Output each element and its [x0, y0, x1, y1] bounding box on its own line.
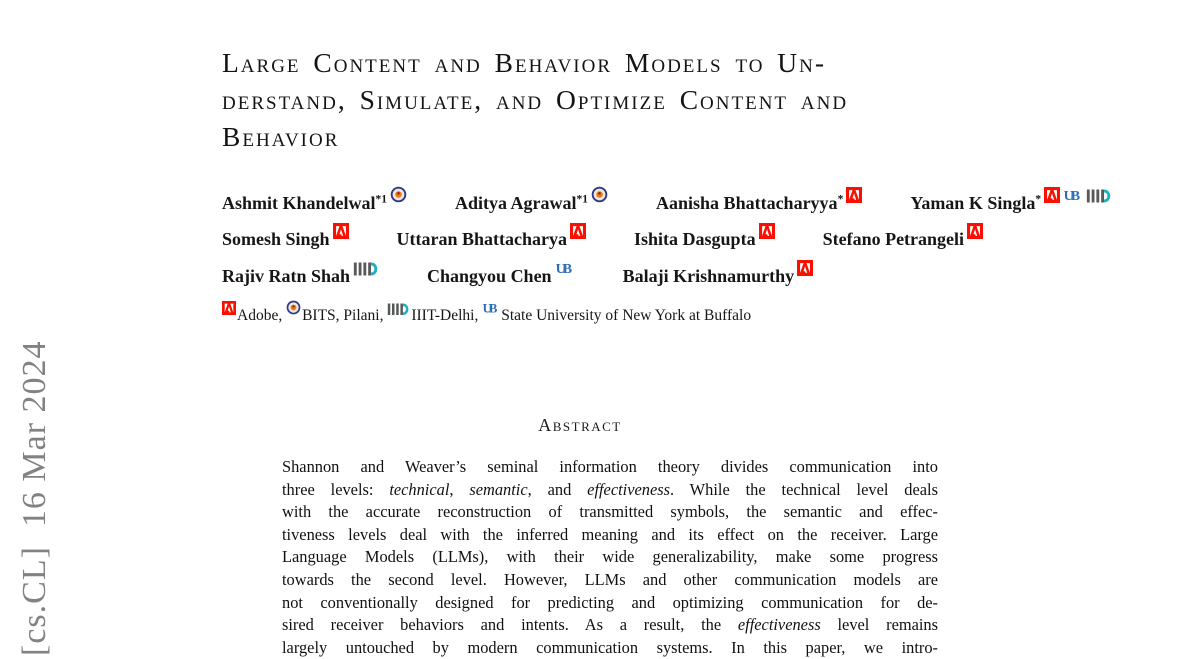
author [222, 223, 349, 250]
abstract-line: Shannon and Weaver’s seminal information theory divides communication into [282, 457, 938, 476]
iiitd-logo-icon [353, 262, 379, 287]
adobe-logo-icon [222, 301, 236, 325]
ub-logo-icon [482, 301, 500, 326]
paper-title-line-2: derstand, Simulate, and Optimize Content and [222, 84, 849, 115]
abstract-heading: Abstract [538, 415, 622, 435]
author [455, 186, 608, 214]
abstract-line: three levels: technical, semantic, and effectiveness. While the technical level deals [282, 479, 938, 499]
ub-logo-icon [1063, 187, 1083, 214]
paper-title-line-3: Behavior [222, 121, 340, 152]
iiitd-logo-icon [1086, 189, 1112, 214]
affiliation-text: BITS, Pilani, [302, 307, 388, 324]
author [397, 223, 586, 250]
bits-logo-icon [286, 300, 301, 325]
author-name: Somesh Singh [222, 229, 330, 249]
iiitd-logo-icon [387, 303, 410, 326]
author [623, 260, 814, 287]
author-name: Changyou Chen [427, 266, 552, 286]
affiliation-text: State University of New York at Buffalo [501, 307, 752, 324]
author [656, 187, 862, 214]
abstract-line: towards the second level. However, LLMs and other communication models are [282, 569, 938, 589]
author-superscript: *1 [375, 193, 388, 206]
author [222, 186, 407, 214]
abstract-line: tiveness levels deal with the inferred meaning and its effect on the receiver. Large [282, 524, 938, 544]
author-name: Rajiv Ratn Shah [222, 266, 351, 286]
author-superscript: * [837, 193, 844, 206]
author-superscript: *1 [576, 193, 589, 206]
adobe-logo-icon [846, 187, 862, 214]
author-name: Aditya Agrawal [455, 193, 577, 213]
author-name: Ashmit Khandelwal [222, 193, 376, 213]
author-line [222, 223, 1112, 260]
author [634, 223, 775, 250]
author-line [222, 186, 1112, 223]
author-line [222, 260, 1112, 297]
affiliation-text: Adobe, [237, 307, 287, 324]
author [910, 187, 1112, 214]
author-name: Aanisha Bhattacharyya [656, 193, 838, 213]
author-name: Uttaran Bhattacharya [396, 229, 568, 249]
author-name: Stefano Petrangeli [822, 229, 965, 249]
abstract-line: largely untouched by modern communication systems. In this paper, we intro- [282, 637, 938, 657]
adobe-logo-icon [797, 260, 813, 287]
abstract-line: sired receiver behaviors and intents. As a result, the effectiveness level remains [282, 615, 938, 635]
author [823, 223, 983, 250]
author-name: Yaman K Singla [910, 193, 1036, 213]
author [222, 262, 379, 287]
abstract-line: Language Models (LLMs), with their wide generalizability, make some progress [282, 547, 938, 567]
adobe-logo-icon [570, 223, 586, 250]
authors-block [222, 186, 1112, 297]
adobe-logo-icon [1044, 187, 1060, 214]
paper-title [222, 44, 1042, 155]
paper-title-line-1: Large Content and Behavior Models to Un- [222, 47, 827, 78]
author-superscript: * [1035, 193, 1042, 206]
author-name: Balaji Krishnamurthy [622, 266, 795, 286]
ub-logo-icon [555, 260, 575, 287]
affiliation-text: IIIT-Delhi, [411, 307, 483, 324]
abstract-line: with the accurate reconstruction of transmitted symbols, the semantic and effec- [282, 502, 938, 522]
bits-logo-icon [591, 186, 608, 214]
author-name: Ishita Dasgupta [634, 229, 756, 249]
abstract-text [282, 456, 938, 659]
abstract-line: not conventionally designed for predicting and optimizing communication for de- [282, 592, 938, 612]
author [427, 260, 575, 287]
bits-logo-icon [390, 186, 407, 214]
adobe-logo-icon [333, 223, 349, 250]
arxiv-stamp: [cs.CL] 16 Mar 2024 [16, 340, 53, 656]
adobe-logo-icon [967, 223, 983, 250]
adobe-logo-icon [759, 223, 775, 250]
affiliations-line [222, 300, 751, 325]
